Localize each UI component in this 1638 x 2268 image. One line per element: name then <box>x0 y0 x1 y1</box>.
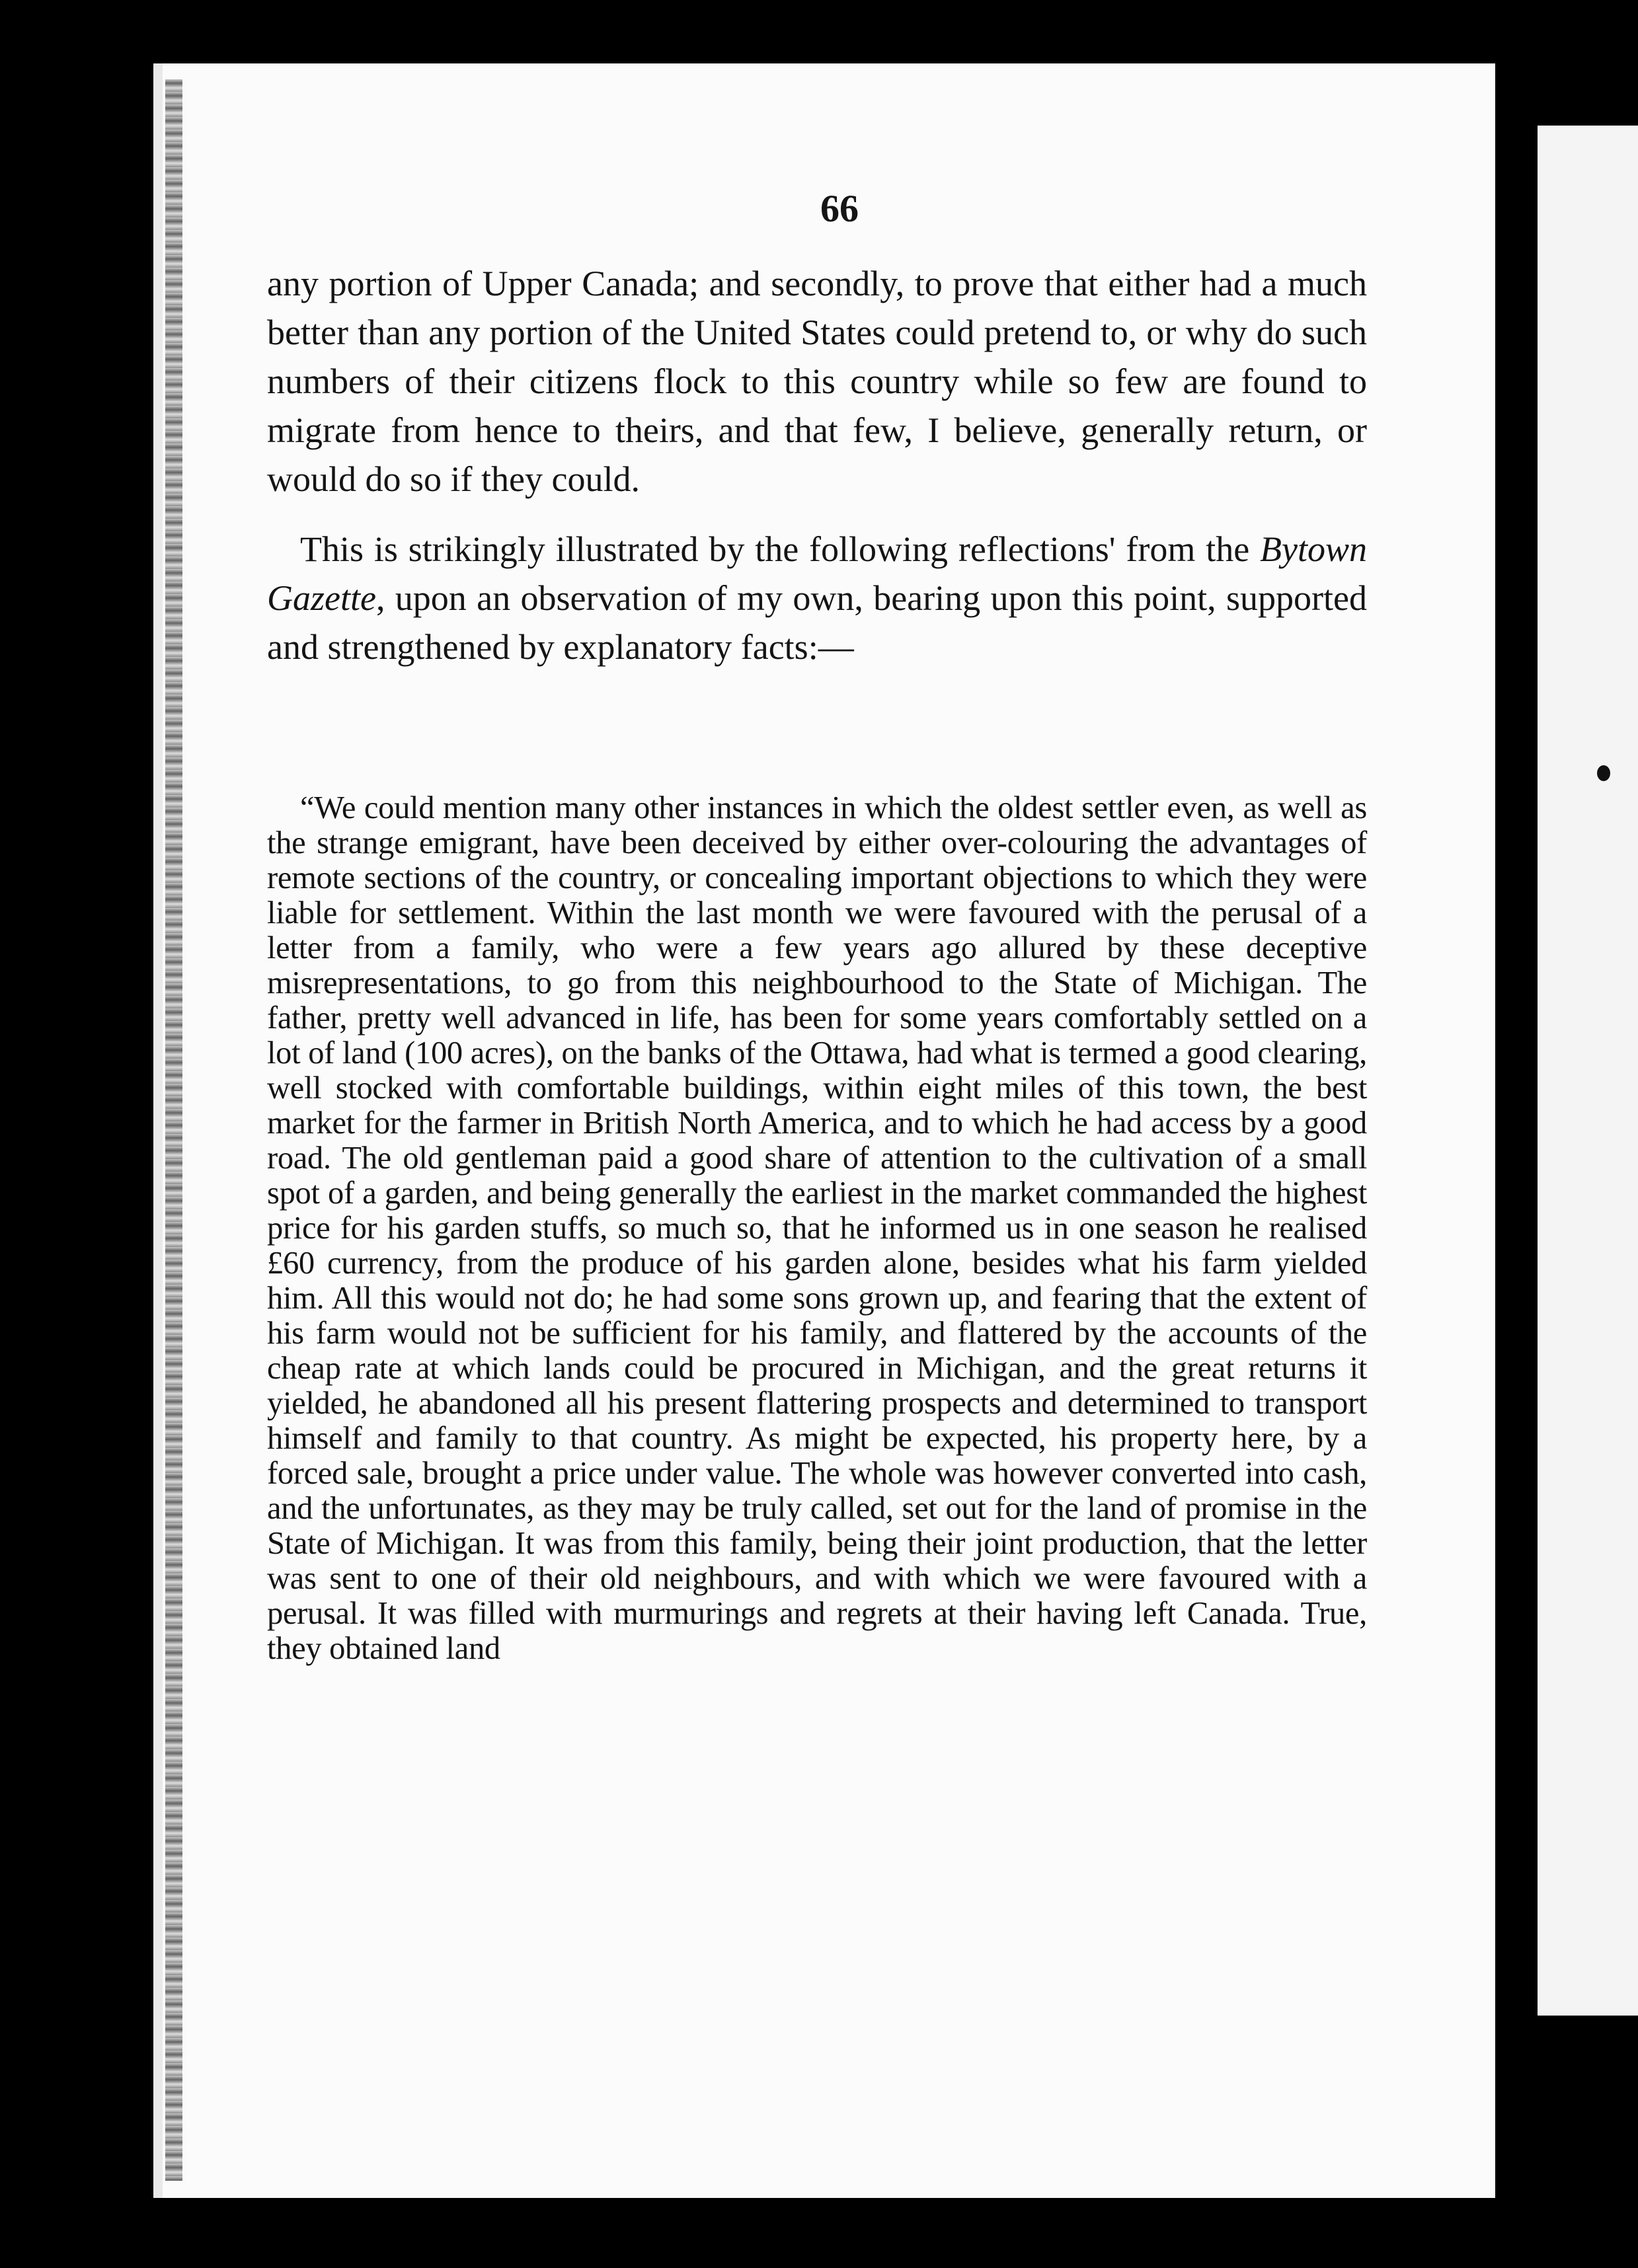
opening-paragraphs <box>267 259 1367 671</box>
paragraph-2: This is strikingly illustrated by the following reflections' from the Bytown Gazette, upon an observation of my own, bearing upon this point, supported and strengthened by explanatory facts:— <box>267 529 1367 667</box>
page-binding-edge <box>165 79 182 2181</box>
paragraph-1: any portion of Upper Canada; and secondly, to prove that either had a much better than any portion of the United States could pretend to, or why do such numbers of their citizens flock to this country while so few are found to migrate from hence to theirs, and that few, I believe, generally return, or would do so if they could. <box>267 264 1367 499</box>
newspaper-title: Bytown Gazette <box>267 529 1367 618</box>
quoted-passage <box>267 790 1367 1666</box>
ink-spot <box>1597 765 1610 781</box>
page-number: 66 <box>820 187 859 230</box>
facing-page-edge <box>1538 126 1638 2016</box>
quote-paragraph: “We could mention many other instances in which the oldest settler even, as well as the strange emigrant, have been deceived by either over-colouring the advantages of remote sections of the country, or concealing important objections to which they were liable for settlement. Within the last month we were favoured with the perusal of a letter from a family, who were a few years ago allured by these deceptive misrepresentations, to go from this neighbourhood to the State of Michigan. The father, pretty well advanced in life, has been for some years comfortably settled on a lot of land (100 acres), on the banks of the Ottawa, had what is termed a good clearing, well stocked with comfortable buildings, within eight miles of this town, the best market for the farmer in British North America, and to which he had access by a good road. The old gentleman paid a good share of attention to the cultivation of a small spot of a garden, and being generally the earliest in the market commanded the highest price for his garden stuffs, so much so, that he informed us in one season he realised £60 currency, from the produce of his garden alone, besides what his farm yielded him. All this would not do; he had some sons grown up, and fearing that the extent of his farm would not be sufficient for his family, and flattered by the accounts of the cheap rate at which lands could be procured in Michigan, and the great returns it yielded, he abandoned all his present flattering prospects and determined to transport himself and family to that country. As might be expected, his property here, by a forced sale, brought a price under value. The whole was however converted into cash, and the unfortunates, as they may be truly called, set out for the land of promise in the State of Michigan. It was from this family, being their joint production, that the letter was sent to one of their old neighbours, and with which we were favoured with a perusal. It was filled with murmurings and regrets at their having left Canada. True, they obtained land <box>267 790 1367 1666</box>
